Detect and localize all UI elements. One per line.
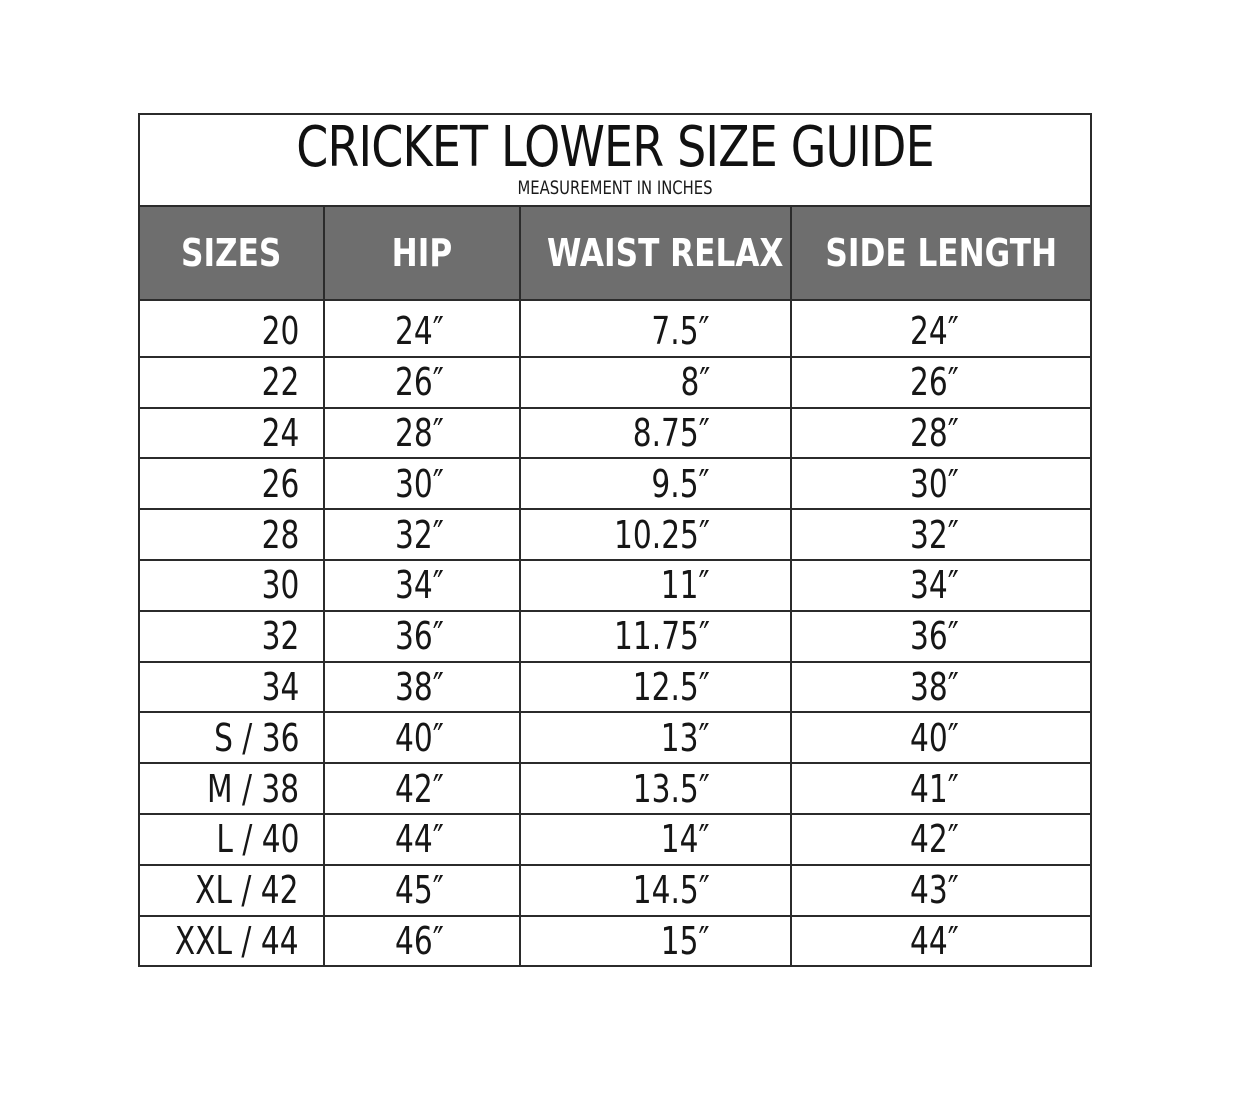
side-length-cell-value: 38″: [910, 664, 959, 709]
hip-cell: [324, 662, 520, 713]
side-length-cell-value: 40″: [910, 715, 959, 760]
hip-cell: [324, 865, 520, 916]
side-length-cell: [791, 357, 1090, 408]
waist-relax-cell: [520, 712, 791, 763]
waist-relax-cell-value: 14.5″: [632, 868, 710, 913]
side-length-cell-value: 28″: [910, 410, 959, 455]
side-length-cell: [791, 763, 1090, 814]
table-row: [140, 916, 1090, 966]
hip-cell-value: 28″: [395, 410, 444, 455]
hip-cell: [324, 458, 520, 509]
hip-cell: [324, 916, 520, 966]
hip-cell: [324, 763, 520, 814]
size-cell-value: 30: [261, 563, 299, 608]
waist-relax-cell-value: 9.5″: [651, 461, 710, 506]
hip-cell-value: 26″: [395, 360, 444, 405]
table-row: [140, 763, 1090, 814]
table-row: [140, 357, 1090, 408]
size-guide-chart: [138, 113, 1092, 967]
side-length-cell-value: 32″: [910, 512, 959, 557]
title-block: [140, 115, 1090, 207]
waist-relax-cell-value: 14″: [661, 817, 710, 862]
size-cell-value: 24: [261, 410, 299, 455]
gap-cell: [520, 300, 791, 307]
gap-cell: [140, 300, 324, 307]
waist-relax-cell: [520, 814, 791, 865]
size-cell: [140, 307, 324, 357]
size-cell-value: M / 38: [206, 766, 299, 811]
table-row: [140, 814, 1090, 865]
hip-cell-value: 38″: [395, 664, 444, 709]
side-length-cell: [791, 662, 1090, 713]
hip-cell: [324, 712, 520, 763]
header-side-length-label: SIDE LENGTH: [825, 231, 1057, 275]
side-length-cell-value: 36″: [910, 614, 959, 659]
waist-relax-cell-value: 7.5″: [651, 309, 710, 354]
side-length-cell: [791, 509, 1090, 560]
side-length-cell-value: 41″: [910, 766, 959, 811]
waist-relax-cell: [520, 458, 791, 509]
header-waist-relax-label: WAIST RELAX: [546, 231, 784, 275]
hip-cell: [324, 814, 520, 865]
size-cell: [140, 458, 324, 509]
hip-cell: [324, 560, 520, 611]
hip-cell-value: 24″: [395, 309, 444, 354]
waist-relax-cell-value: 10.25″: [614, 512, 710, 557]
waist-relax-cell-value: 13.5″: [632, 766, 710, 811]
side-length-cell-value: 30″: [910, 461, 959, 506]
header-hip: [324, 207, 520, 300]
size-cell-value: 22: [261, 360, 299, 405]
header-gap-row: [140, 300, 1090, 307]
hip-cell-value: 45″: [395, 868, 444, 913]
size-cell-value: 28: [261, 512, 299, 557]
side-length-cell: [791, 611, 1090, 662]
side-length-cell: [791, 408, 1090, 459]
waist-relax-cell: [520, 408, 791, 459]
table-row: [140, 865, 1090, 916]
header-sizes: [140, 207, 324, 300]
header-waist-relax: [520, 207, 791, 300]
waist-relax-cell: [520, 763, 791, 814]
waist-relax-cell-value: 13″: [661, 715, 710, 760]
waist-relax-cell-value: 11.75″: [614, 614, 710, 659]
waist-relax-cell-value: 12.5″: [632, 664, 710, 709]
size-cell: [140, 611, 324, 662]
hip-cell: [324, 357, 520, 408]
hip-cell-value: 40″: [395, 715, 444, 760]
table-row: [140, 611, 1090, 662]
size-cell: [140, 814, 324, 865]
side-length-cell: [791, 458, 1090, 509]
side-length-cell: [791, 814, 1090, 865]
waist-relax-cell-value: 8″: [680, 360, 710, 405]
header-sizes-label: SIZES: [181, 231, 282, 275]
waist-relax-cell: [520, 560, 791, 611]
hip-cell: [324, 307, 520, 357]
table-row: [140, 509, 1090, 560]
side-length-cell-value: 26″: [910, 360, 959, 405]
table-row: [140, 662, 1090, 713]
waist-relax-cell: [520, 611, 791, 662]
size-cell: [140, 662, 324, 713]
chart-title: CRICKET LOWER SIZE GUIDE: [296, 115, 934, 180]
side-length-cell: [791, 560, 1090, 611]
size-cell-value: L / 40: [215, 817, 299, 862]
chart-subtitle: MEASUREMENT IN INCHES: [517, 177, 713, 199]
gap-cell: [324, 300, 520, 307]
side-length-cell-value: 34″: [910, 563, 959, 608]
side-length-cell: [791, 916, 1090, 966]
size-cell-value: XL / 42: [195, 868, 299, 913]
waist-relax-cell: [520, 916, 791, 966]
hip-cell-value: 44″: [395, 817, 444, 862]
table-row: [140, 458, 1090, 509]
size-cell: [140, 865, 324, 916]
side-length-cell: [791, 865, 1090, 916]
hip-cell-value: 46″: [395, 918, 444, 963]
hip-cell: [324, 408, 520, 459]
waist-relax-cell: [520, 357, 791, 408]
header-hip-label: HIP: [391, 231, 453, 275]
table-row: [140, 408, 1090, 459]
size-cell-value: 26: [261, 461, 299, 506]
size-cell: [140, 408, 324, 459]
waist-relax-cell-value: 8.75″: [632, 410, 710, 455]
side-length-cell-value: 24″: [910, 309, 959, 354]
side-length-cell: [791, 712, 1090, 763]
size-cell: [140, 712, 324, 763]
waist-relax-cell: [520, 307, 791, 357]
hip-cell-value: 34″: [395, 563, 444, 608]
waist-relax-cell: [520, 662, 791, 713]
table-row: [140, 307, 1090, 357]
waist-relax-cell-value: 15″: [661, 918, 710, 963]
size-cell: [140, 560, 324, 611]
table-row: [140, 712, 1090, 763]
size-cell: [140, 916, 324, 966]
side-length-cell-value: 43″: [910, 868, 959, 913]
size-cell-value: 34: [261, 664, 299, 709]
hip-cell-value: 36″: [395, 614, 444, 659]
waist-relax-cell-value: 11″: [661, 563, 710, 608]
hip-cell-value: 32″: [395, 512, 444, 557]
side-length-cell-value: 42″: [910, 817, 959, 862]
side-length-cell: [791, 307, 1090, 357]
size-cell-value: S / 36: [213, 715, 299, 760]
table-body: [140, 300, 1090, 965]
waist-relax-cell: [520, 509, 791, 560]
hip-cell-value: 42″: [395, 766, 444, 811]
size-table: [140, 207, 1090, 965]
size-cell-value: 32: [261, 614, 299, 659]
hip-cell: [324, 611, 520, 662]
table-row: [140, 560, 1090, 611]
hip-cell: [324, 509, 520, 560]
size-cell-value: 20: [261, 309, 299, 354]
size-cell: [140, 763, 324, 814]
header-row: [140, 207, 1090, 300]
side-length-cell-value: 44″: [910, 918, 959, 963]
size-cell: [140, 357, 324, 408]
hip-cell-value: 30″: [395, 461, 444, 506]
size-cell-value: XXL / 44: [175, 918, 299, 963]
header-side-length: [791, 207, 1090, 300]
gap-cell: [791, 300, 1090, 307]
waist-relax-cell: [520, 865, 791, 916]
size-cell: [140, 509, 324, 560]
